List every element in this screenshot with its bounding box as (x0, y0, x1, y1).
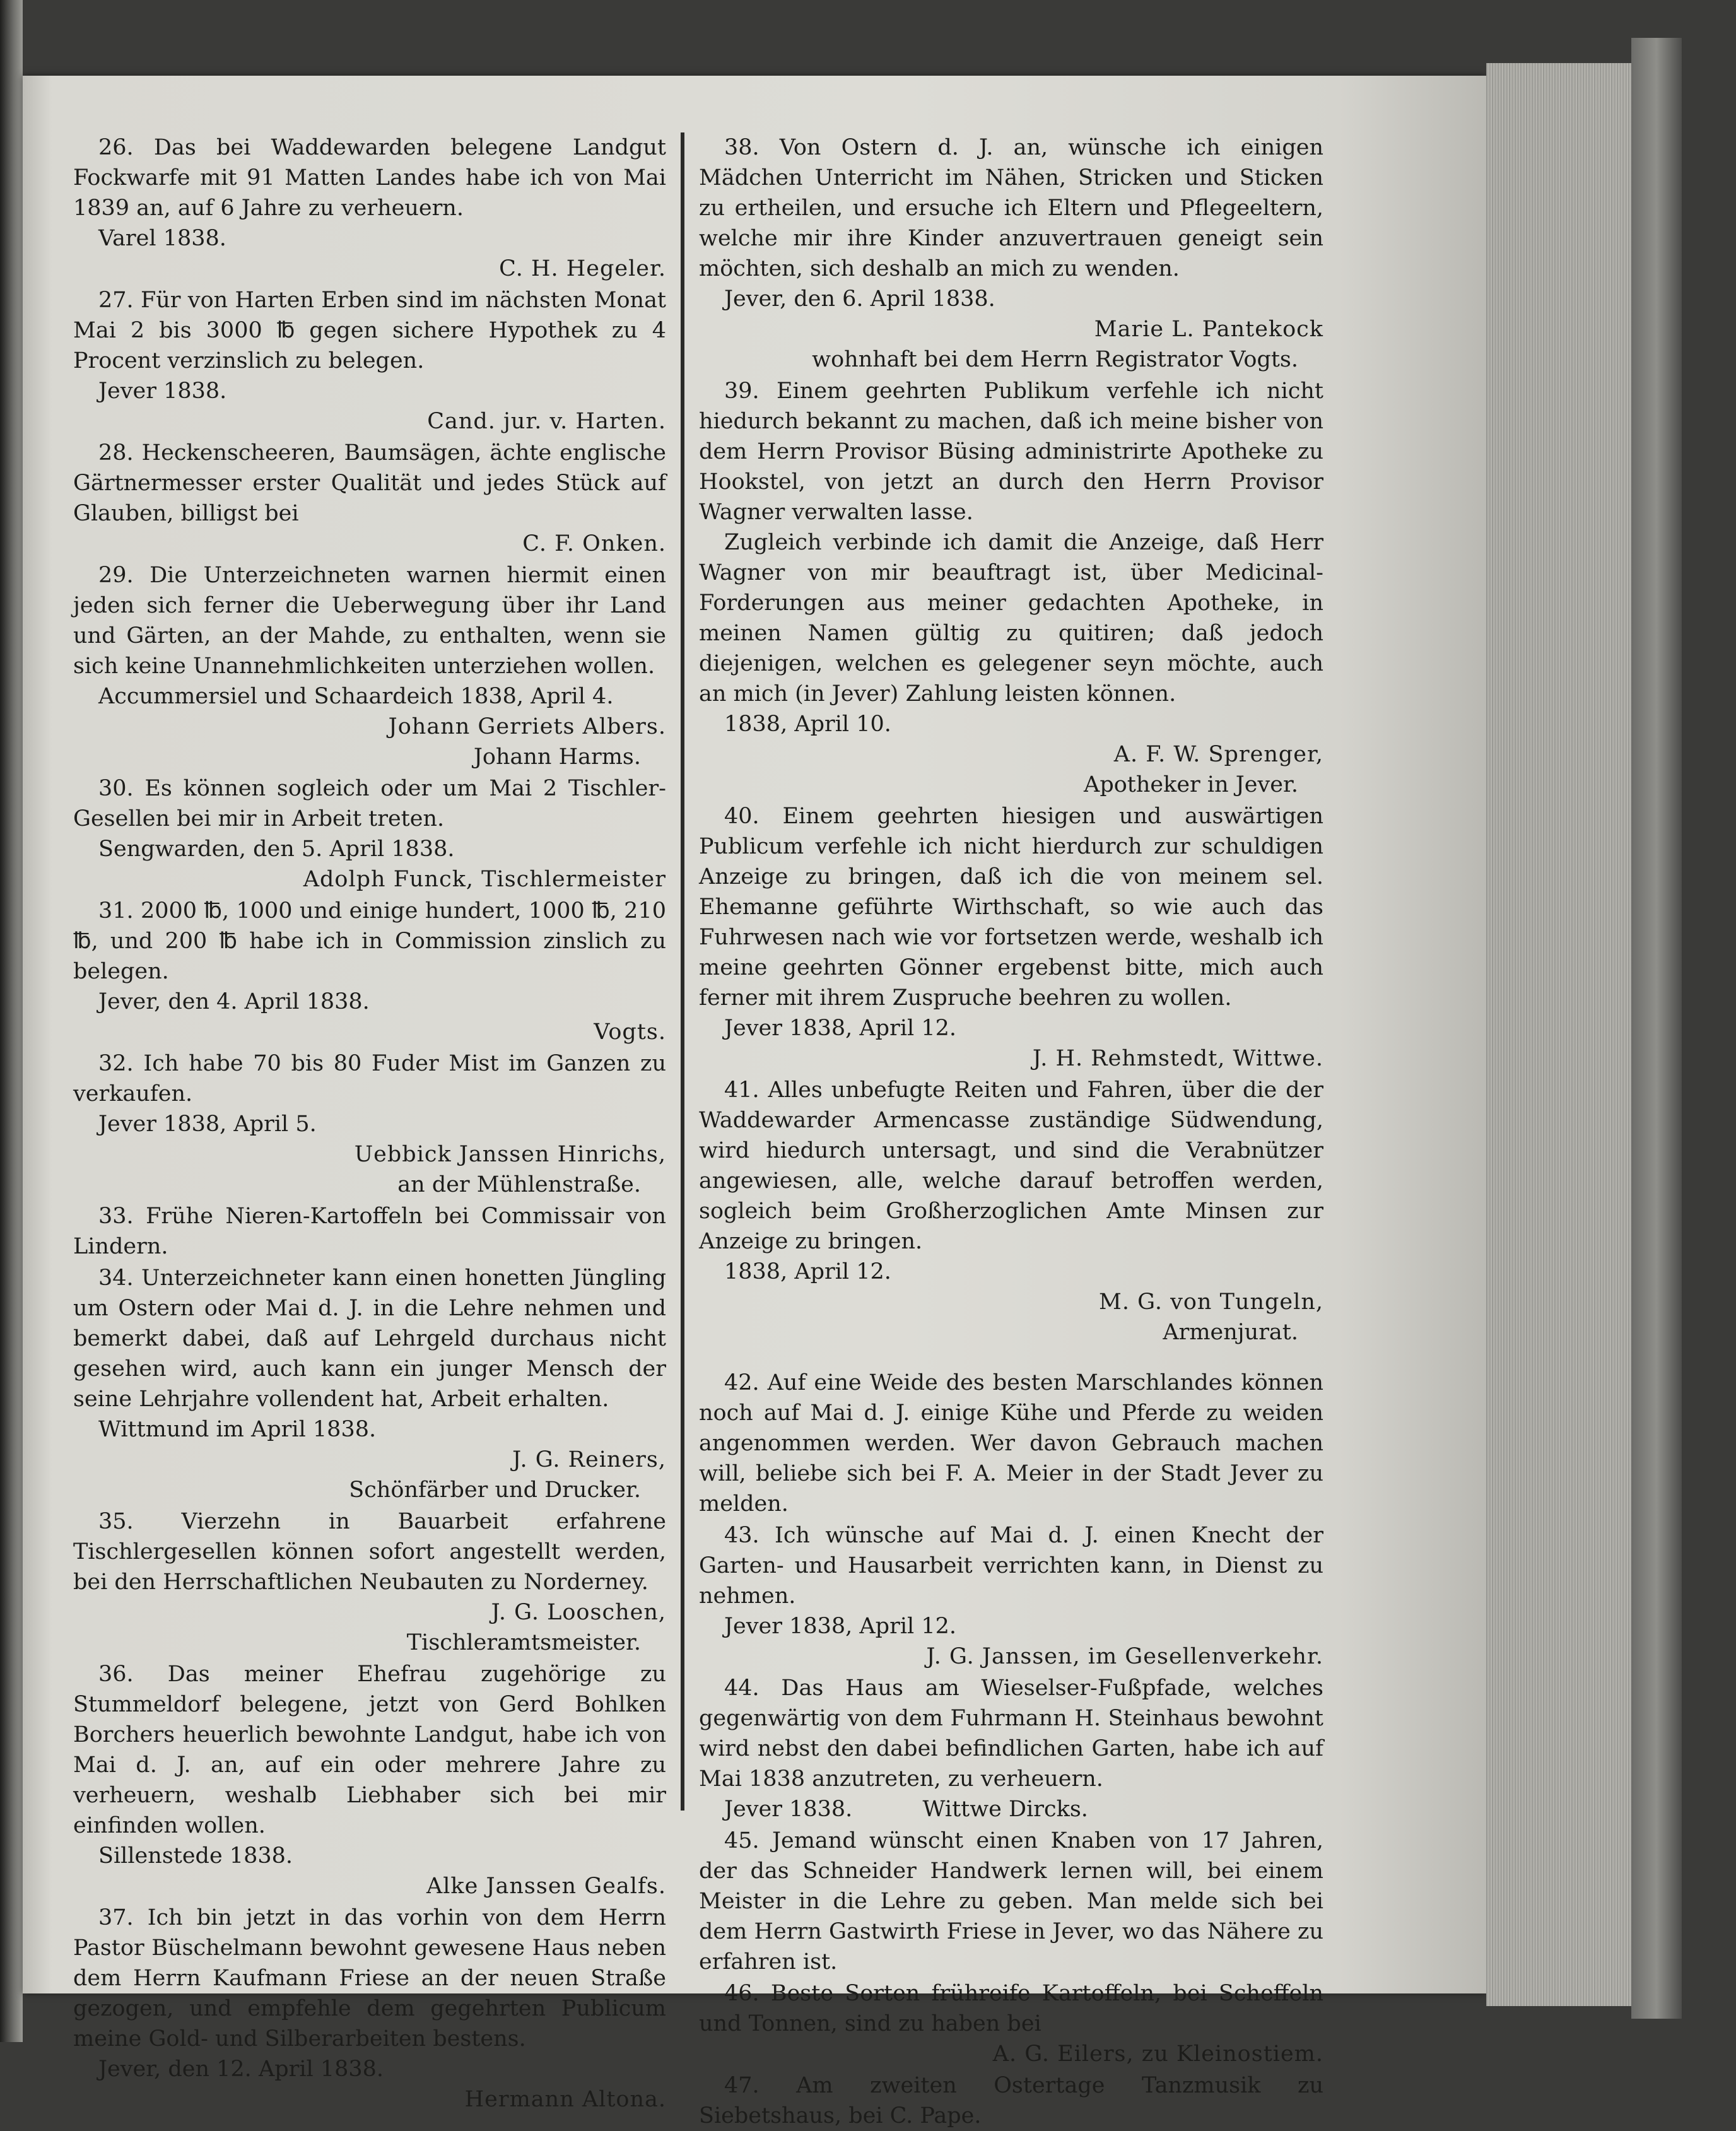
signature-line: Marie L. Pantekock (1094, 317, 1323, 342)
advertisement-text: 44. Das Haus am Wieselser-Fußpfade, welches gegenwärtig von dem Fuhrmann H. Steinhaus bewohnt wird nebst den dabei befindlichen Garten, habe ich auf Mai 1838 anzutreten, zu verheuern. (699, 1676, 1323, 1792)
advertisement-27 (73, 285, 666, 437)
signature-line: Cand. jur. v. Harten. (427, 409, 666, 434)
signature-line: Hermann Altona. (464, 2087, 666, 2112)
advertisement-text: 30. Es können sogleich oder um Mai 2 Tischler-Gesellen bei mir in Arbeit treten. (73, 776, 666, 831)
advertisement-text: 31. 2000 ℔, 1000 und einige hundert, 1000 ℔, 210 ℔, und 200 ℔ habe ich in Commission zinslich zu belegen. (73, 898, 666, 984)
advertisement-42 (699, 1368, 1323, 1519)
column-divider (681, 132, 684, 1811)
advertisement-text: 45. Jemand wünscht einen Knaben von 17 Jahren, der das Schneider Handwerk lernen will, bei einem Meister in die Lehre zu geben. Man melde sich bei dem Herrn Gastwirth Friese in Jever, wo das Nähere zu erfahren ist. (699, 1828, 1323, 1975)
advertisement-31 (73, 896, 666, 1047)
signature-line: J. G. Reiners, (512, 1447, 666, 1472)
place-date-line: Wittmund im April 1838. (98, 1417, 377, 1442)
signature-line: Armenjurat. (1163, 1320, 1298, 1345)
place-date-line: Sillenstede 1838. (98, 1843, 293, 1869)
advertisement-text: 32. Ich habe 70 bis 80 Fuder Mist im Ganzen zu verkaufen. (73, 1051, 666, 1107)
signature-line: wohnhaft bei dem Herrn Registrator Vogts. (812, 347, 1298, 372)
place-date-line: Accummersiel und Schaardeich 1838, April 4. (98, 684, 614, 709)
advertisement-text: 37. Ich bin jetzt in das vorhin von dem Herrn Pastor Büschelmann bewohnt gewesene Haus neben dem Herrn Kaufmann Friese an der neuen Straße gezogen, und empfehle dem gegehrten Publicum meine Gold- und Silberarbeiten bestens. (73, 1905, 666, 2052)
advertisement-text: 47. Am zweiten Ostertage Tanzmusik zu Siebetshaus, bei C. Pape. (699, 2073, 1323, 2128)
signature-line: an der Mühlenstraße. (397, 1172, 641, 1197)
signature-line: J. G. Janssen, im Gesellenverkehr. (926, 1644, 1323, 1669)
advertisement-30 (73, 773, 666, 895)
advertisement-text: 41. Alles unbefugte Reiten und Fahren, über die der Waddewarder Armencasse zuständige Südwendung, wird hiedurch untersagt, und sind die Verabnützer angewiesen, alle, welche darauf betroffen werden, sogleich beim Großherzoglichen Amte Minsen zur Anzeige zu bringen. (699, 1077, 1323, 1254)
signature-line: Schönfärber und Drucker. (349, 1477, 641, 1503)
advertisement-29 (73, 560, 666, 772)
advertisement-37 (73, 1903, 666, 2115)
advertisement-33 (73, 1201, 666, 1262)
advertisement-35 (73, 1506, 666, 1658)
signature-line: Johann Harms. (473, 744, 641, 770)
advertisement-text: 38. Von Ostern d. J. an, wünsche ich einigen Mädchen Unterricht im Nähen, Stricken und Sticken zu ertheilen, und ersuche ich Eltern und Pflegeeltern, welche mir ihre Kinder anzuvertrauen geneigt sein möchten, sich deshalb an mich zu wenden. (699, 135, 1323, 281)
advertisement-44 (699, 1673, 1323, 1824)
signature-line: C. F. Onken. (522, 531, 666, 556)
place-date-line: Jever 1838, April 5. (98, 1112, 317, 1137)
place-date-line: Sengwarden, den 5. April 1838. (98, 837, 455, 862)
place-date-line: Jever, den 12. April 1838. (98, 2057, 384, 2082)
advertisement-text: 42. Auf eine Weide des besten Marschlandes können noch auf Mai d. J. einige Kühe und Pferde zu weiden angenommen werden. Wer davon Gebrauch machen will, beliebe sich bei F. A. Meier in der Stadt Jever zu melden. (699, 1370, 1323, 1517)
advertisement-46 (699, 1978, 1323, 2069)
signature-line: J. G. Looschen, (491, 1600, 666, 1625)
book-cover-edge (1631, 38, 1682, 2019)
place-date-line: 1838, April 12. (724, 1259, 891, 1284)
advertisement-text: 36. Das meiner Ehefrau zugehörige zu Stummeldorf belegene, jetzt von Gerd Bohlken Borchers heuerlich bewohnte Landgut, habe ich von Mai d. J. an, auf ein oder mehrere Jahre zu verheuern, weshalb Liebhaber sich bei mir einfinden wollen. (73, 1662, 666, 1838)
signature-line: A. G. Eilers, zu Kleinostiem. (992, 2041, 1323, 2067)
advertisement-text: 39. Einem geehrten Publikum verfehle ich nicht hiedurch bekannt zu machen, daß ich meine bisher von dem Herrn Provisor Büsing administrirte Apotheke zu Hookstel, von jetzt an durch den Herrn Provisor Wagner verwalten lasse. (699, 379, 1323, 525)
advertisement-text: 27. Für von Harten Erben sind im nächsten Monat Mai 2 bis 3000 ℔ gegen sichere Hypothek zu 4 Procent verzinslich zu belegen. (73, 288, 666, 373)
signature-line: Alke Janssen Gealfs. (426, 1874, 666, 1899)
place-date-line: 1838, April 10. (724, 712, 891, 737)
advertisement-41 (699, 1075, 1323, 1347)
place-date-line: Jever 1838, April 12. (724, 1614, 956, 1639)
place-date-line: Jever, den 4. April 1838. (98, 989, 370, 1014)
advertisement-38 (699, 132, 1323, 375)
place-date-line: Varel 1838. (98, 226, 226, 251)
signature-line: Vogts. (594, 1019, 666, 1045)
signature-line: Adolph Funck, Tischlermeister (303, 867, 666, 892)
advertisement-26 (73, 132, 666, 284)
advertisement-28 (73, 438, 666, 559)
advertisement-text: 34. Unterzeichneter kann einen honetten Jüngling um Ostern oder Mai d. J. in die Lehre nehmen und bemerkt dabei, daß auf Lehrgeld durchaus nicht gesehen wird, auch kann ein junger Mensch der seine Lehrjahre vollendent hat, Arbeit erhalten. (73, 1265, 666, 1412)
advertisement-45 (699, 1826, 1323, 1977)
signature-line: Uebbick Janssen Hinrichs, (354, 1142, 666, 1167)
advertisement-text: 26. Das bei Waddewarden belegene Landgut Fockwarfe mit 91 Matten Landes habe ich von Mai 1839 an, auf 6 Jahre zu verheuern. (73, 135, 666, 221)
signature-line: Johann Gerriets Albers. (388, 714, 666, 739)
advertisement-text: 33. Frühe Nieren-Kartoffeln bei Commissair von Lindern. (73, 1204, 666, 1259)
book-spine-shadow (0, 0, 23, 2042)
advertisement-32 (73, 1048, 666, 1200)
advertisement-text: 40. Einem geehrten hiesigen und auswärtigen Publicum verfehle ich nicht hierdurch zur schuldigen Anzeige zu bringen, daß ich die von meinem sel. Ehemanne geführte Wirthschaft, so wie auch das Fuhrwesen nach wie vor fortsetzen werde, weshalb ich meine geehrten Gönner ergebenst bitte, mich auch ferner mit ihrem Zuspruche beehren zu wollen. (699, 804, 1323, 1011)
place-date-line: Jever 1838. (98, 379, 227, 404)
signature-line: M. G. von Tungeln, (1099, 1289, 1323, 1315)
right-column (699, 132, 1323, 2128)
advertisement-36 (73, 1659, 666, 1901)
signature-line: A. F. W. Sprenger, (1113, 742, 1323, 767)
advertisement-47 (699, 2070, 1323, 2131)
page-fore-edge (1486, 63, 1631, 2006)
left-column (73, 132, 666, 2112)
signature-line: Apotheker in Jever. (1084, 772, 1298, 797)
signature-line: J. H. Rehmstedt, Wittwe. (1032, 1046, 1323, 1071)
place-date-line: Jever 1838, April 12. (724, 1016, 956, 1041)
advertisement-text: 43. Ich wünsche auf Mai d. J. einen Knecht der Garten- und Hausarbeit verrichten kann, in Dienst zu nehmen. (699, 1523, 1323, 1609)
advertisement-text: Zugleich verbinde ich damit die Anzeige, daß Herr Wagner von mir beauftragt ist, über Medicinal-Forderungen aus meiner gedachten Apotheke, in meinen Namen gültig zu quitiren; daß jedoch diejenigen, welchen es gelegener seyn möchte, auch an mich (in Jever) Zahlung leisten können. (699, 530, 1323, 707)
advertisement-40 (699, 801, 1323, 1074)
advertisement-text: 28. Heckenscheeren, Baumsägen, ächte englische Gärtnermesser erster Qualität und jedes Stück auf Glauben, billigst bei (73, 440, 666, 526)
place-date-line: Jever, den 6. April 1838. (724, 286, 995, 312)
advertisement-34 (73, 1263, 666, 1505)
advertisement-39 (699, 376, 1323, 800)
section-gap (699, 1349, 1323, 1368)
advertisement-text: 29. Die Unterzeichneten warnen hiermit einen jeden sich ferner die Ueberwegung über ihr Land und Gärten, an der Mahde, zu enthalten, wenn sie sich keine Unannehmlichkeiten unterziehen wollen. (73, 563, 666, 679)
advertisement-text: 35. Vierzehn in Bauarbeit erfahrene Tischlergesellen können sofort angestellt werden, bei den Herrschaftlichen Neubauten zu Norderney. (73, 1509, 666, 1595)
signature-line: Tischleramtsmeister. (406, 1630, 641, 1655)
advertisement-43 (699, 1520, 1323, 1672)
signature-line: C. H. Hegeler. (499, 256, 666, 281)
place-date-line: Jever 1838. Wittwe Dircks. (724, 1797, 1088, 1822)
advertisement-text: 46. Beste Sorten frühreife Kartoffeln, bei Scheffeln und Tonnen, sind zu haben bei (699, 1981, 1323, 2036)
